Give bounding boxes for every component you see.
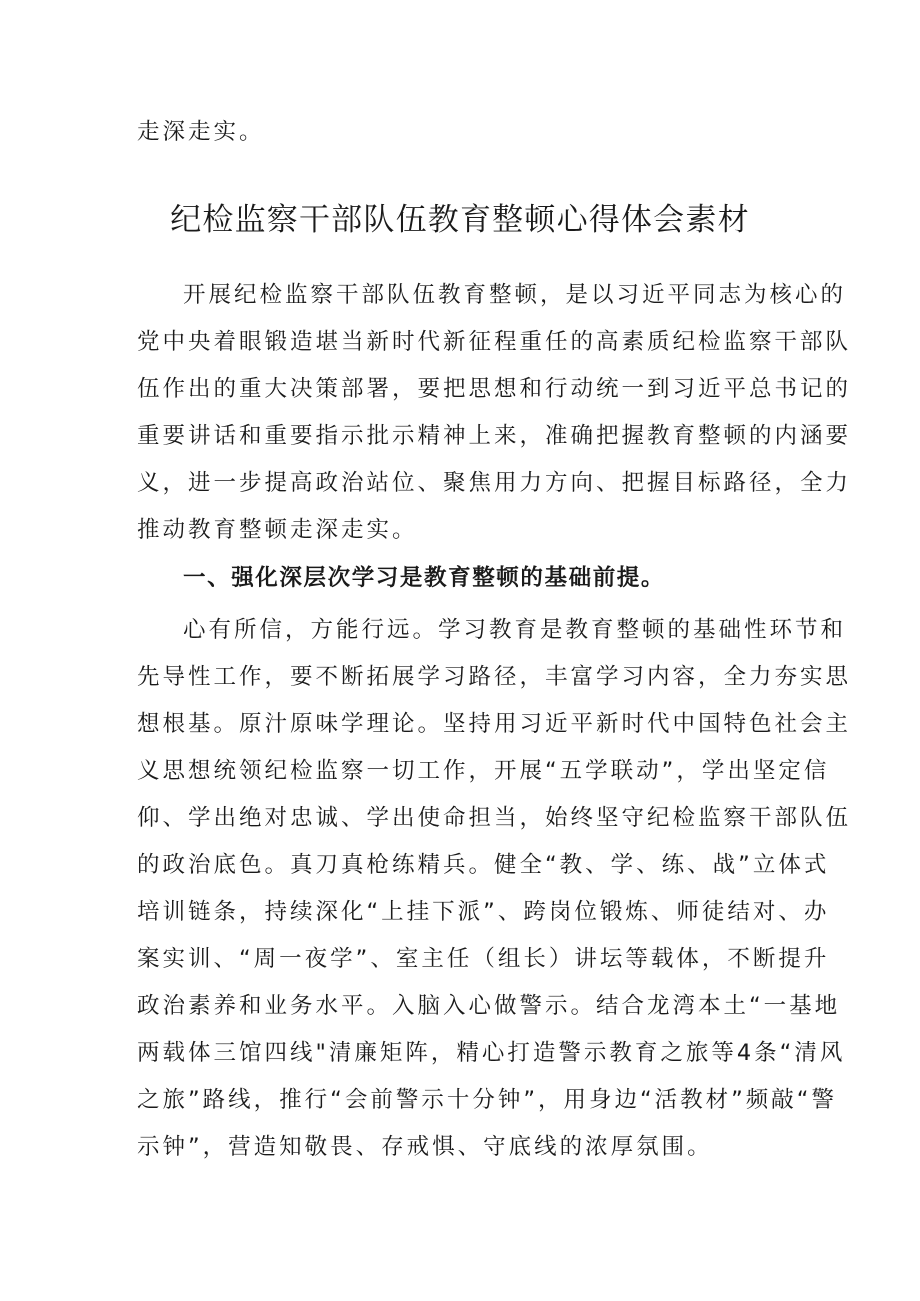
paragraph-line: 心有所信，方能行远。学习教育是教育整顿的基础性环节和	[183, 617, 847, 643]
paragraph-line: 先导性工作，要不断拓展学习路径，丰富学习内容，全力夯实思	[137, 664, 852, 690]
paragraph-line: 想根基。原汁原味学理论。坚持用习近平新时代中国特色社会主	[137, 711, 852, 737]
paragraph-line: 义思想统领纪检监察一切工作，开展“五学联动”，学出坚定信	[137, 758, 830, 784]
paragraph-line: 之旅”路线，推行“会前警示十分钟”，用身边“活教材”频敲“警	[137, 1087, 837, 1113]
document-title: 纪检监察干部队伍教育整顿心得体会素材	[170, 202, 750, 238]
paragraph-line: 案实训、“周一夜学”、室主任（组长）讲坛等载体，不断提升	[137, 946, 830, 972]
paragraph-line: 培训链条，持续深化“上挂下派”、跨岗位锻炼、师徒结对、办	[137, 899, 830, 925]
top-fragment-text: 走深走实。	[137, 119, 265, 145]
paragraph-line: 仰、学出绝对忠诚、学出使命担当，始终坚守纪检监察干部队伍	[137, 805, 852, 831]
paragraph-line: 义，进一步提高政治站位、聚焦用力方向、把握目标路径，全力	[137, 470, 852, 496]
section-heading-1: 一、强化深层次学习是教育整顿的基础前提。	[183, 565, 666, 591]
paragraph-line: 党中央着眼锻造堪当新时代新征程重任的高素质纪检监察干部队	[137, 329, 852, 355]
paragraph-line: 两载体三馆四线"清廉矩阵，精心打造警示教育之旅等4条“清风	[137, 1040, 846, 1066]
paragraph-line: 伍作出的重大决策部署，要把思想和行动统一到习近平总书记的	[137, 376, 852, 402]
paragraph-line: 的政治底色。真刀真枪练精兵。健全“教、学、练、战”立体式	[137, 852, 830, 878]
paragraph-line: 推动教育整顿走深走实。	[137, 517, 418, 543]
paragraph-line: 政治素养和业务水平。入脑入心做警示。结合龙湾本土“一基地	[137, 993, 841, 1019]
paragraph-line: 重要讲话和重要指示批示精神上来，准确把握教育整顿的内涵要	[137, 423, 852, 449]
paragraph-line: 示钟”，营造知敬畏、存戒惧、守底线的浓厚氛围。	[137, 1134, 713, 1160]
paragraph-line: 开展纪检监察干部队伍教育整顿，是以习近平同志为核心的	[183, 282, 847, 308]
